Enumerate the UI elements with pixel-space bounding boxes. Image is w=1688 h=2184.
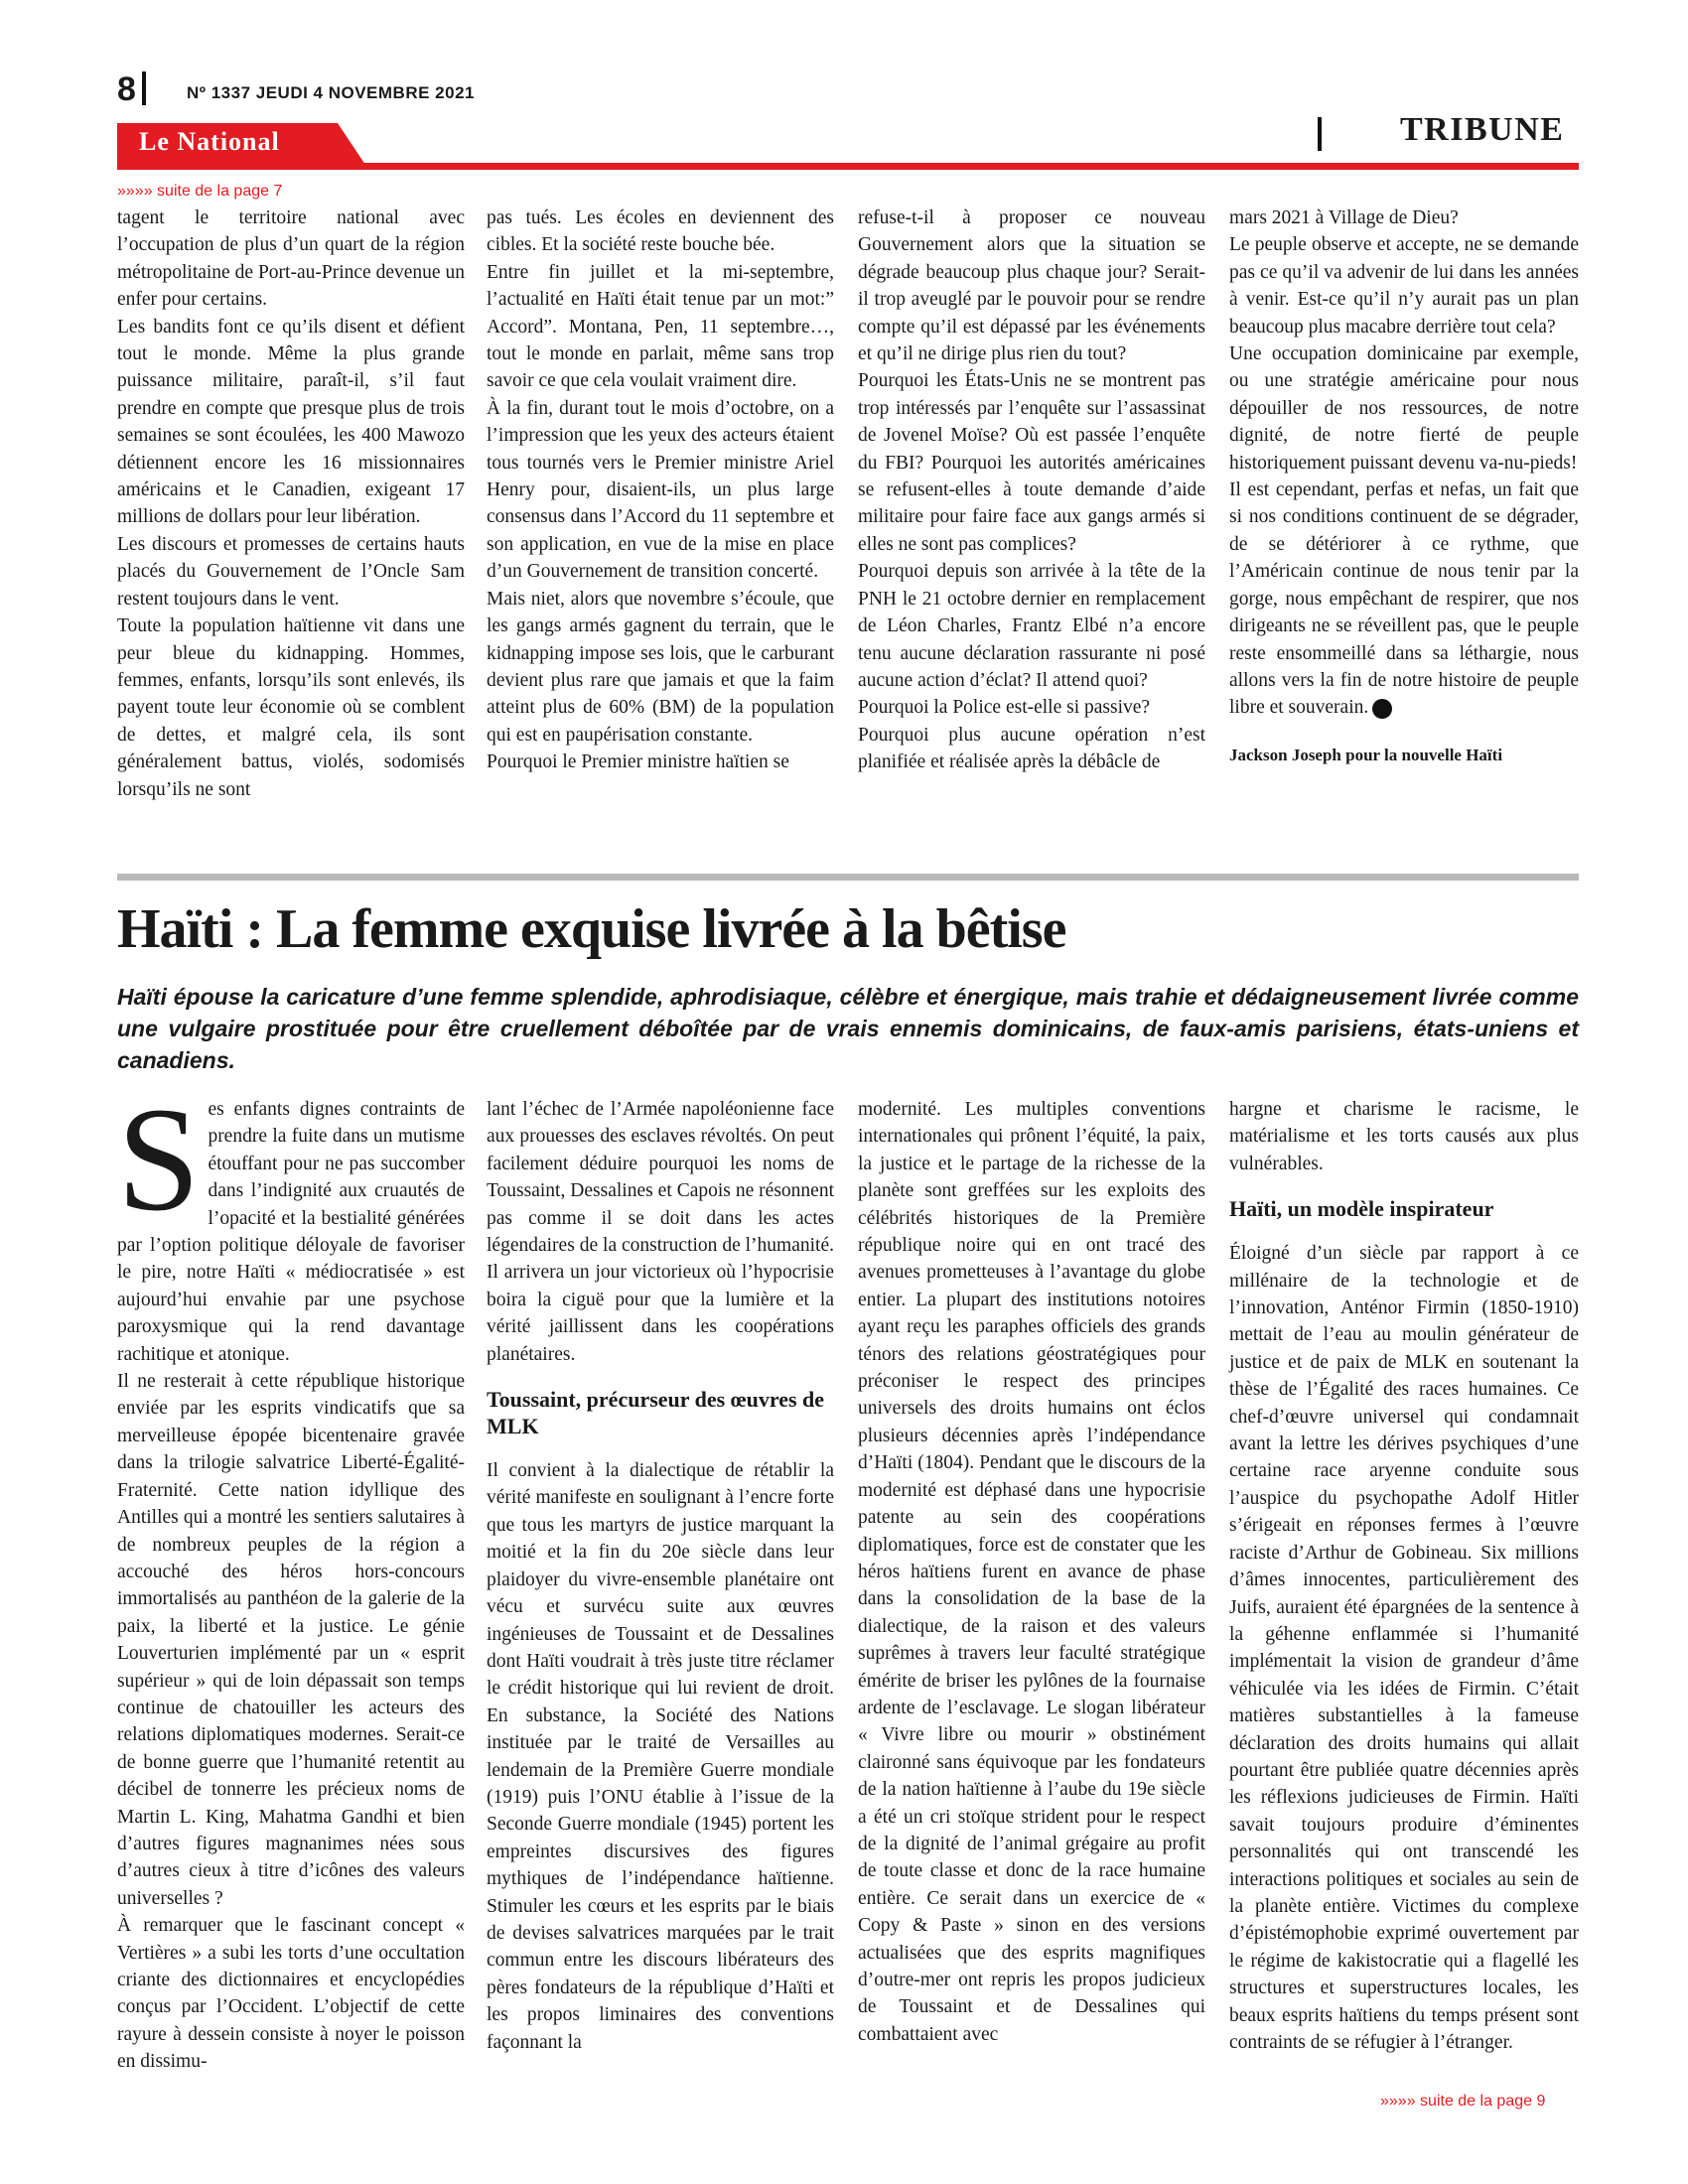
paragraph: mars 2021 à Village de Dieu?: [1229, 207, 1459, 228]
article-headline: Haïti : La femme exquise livrée à la bêtise: [117, 898, 1066, 960]
paragraph: Toute la population haïtienne vit dans une peur bleue du kidnapping. Hommes, femmes, enfants, lorsqu’ils sont enlevés, ils payent toute leur économie où se comblent de dettes, et malgré cela, ils sont généralement battus, violés, sodomisés lorsqu’ils ne sont: [117, 615, 465, 800]
continued-from-link[interactable]: »»»» suite de la page 7: [117, 183, 283, 200]
top-article-column-3: [858, 205, 1205, 776]
main-article-column-3: [858, 1096, 1205, 2048]
paragraph: Une occupation dominicaine par exemple, ou une stratégie américaine pour nous dépouiller de nos ressources, de notre dignité, de notre fierté de peuple historiquement puissant devenu va-nu-pieds!: [1229, 343, 1579, 474]
paragraph: Il convient à la dialectique de rétablir la vérité manifeste en soulignant à l’encre forte que tous les martyrs de justice marquant la moitié et la fin du 20e siècle dans leur plaidoyer du vivre-ensemble planétaire ont vécu et survécu suite aux œuvres ingénieuses de Toussaint et de Dessalines dont Haïti voudrait à très juste titre réclamer le crédit historique qui lui revient de droit. En substance, la Société des Nations instituée par le traité de Versailles au lendemain de la Première Guerre mondiale (1919) puis l’ONU établie à l’issue de la Seconde Guerre mondiale (1945) portent les empreintes discursives des figures mythiques de l’indépendance haïtienne. Stimuler les cœurs et les esprits par le biais de devises salvatrices marquées par le trait commun entre les discours libérateurs des pères fondateurs de la république d’Haïti et les propos liminaires des conventions façonnant la: [487, 1460, 834, 2053]
paragraph: Éloigné d’un siècle par rapport à ce millénaire de la technologie et de l’innovation, Anténor Firmin (1850-1910) mettait de l’eau au moulin générateur de justice et de paix de MLK en soutenant la thèse de l’Égalité des races humaines. Ce chef-d’œuvre universel qui condamnait avant la lettre les dérives psychiques d’une certaine race aryenne conduite sous l’auspice du psychopathe Adolf Hitler s’érigeait en réponses fermes à l’œuvre raciste d’Arthur de Gobineau. Six millions d’âmes innocentes, particulièrement des Juifs, auraient été épargnées de la sentence à la géhenne enflammée si l’humanité implémentait la vision de grandeur d’âme véhiculée via les idées de Firmin. C’était matières substantielles à la fameuse déclaration des droits humains qui allait pourtant être publiée quatre décennies après les réflexions judicieuses de Firmin. Haïti savait toujours produire d’éminentes personnalités qui ont transcendé les interactions politiques et sociales au sein de la planète entière. Victimes du complexe d’épistémophobie exprimé ouvertement par le régime de kakistocratie qui a flagellé les structures et superstructures locales, les beaux esprits haïtiens du temps présent sont contraints de se réfugier à l’étranger.: [1229, 1243, 1579, 2053]
paragraph: refuse-t-il à proposer ce nouveau Gouvernement alors que la situation se dégrade beaucoup plus chaque jour? Serait-il trop aveuglé par le pouvoir pour se rendre compte qu’il est dépassé par les événements et qu’il ne dirige plus rien du tout?: [858, 207, 1205, 365]
top-article-column-1: [117, 205, 465, 803]
paragraph: Mais niet, alors que novembre s’écoule, que les gangs armés gagnent du terrain, que le kidnapping impose ses lois, que le carburant devient plus rare que jamais et que la faim atteint plus de 60% (BM) de la population qui est en paupérisation constante.: [487, 588, 834, 746]
paragraph: Les discours et promesses de certains hauts placés du Gouvernement de l’Oncle Sam restent toujours dans le vent.: [117, 533, 465, 610]
paragraph: [1229, 477, 1579, 722]
header-red-rule: [117, 163, 1579, 170]
paragraph: Pourquoi les États-Unis ne se montrent pas trop intéressés par l’enquête sur l’assassinat de Jovenel Moïse? Où est passée l’enquête du FBI? Pourquoi les autorités américaines se refusent-elles à toute demande d’aide militaire pour faire face aux gangs armés si elles ne sont pas complices?: [858, 370, 1205, 555]
paragraph: À la fin, durant tout le mois d’octobre, on a l’impression que les yeux des acteurs étaient tous tournés vers le Premier ministre Ariel Henry pour, disaient-ils, un plus large consensus dans l’Accord du 11 septembre et son application, en vue de la mise en place d’un Gouvernement de transition concerté.: [487, 397, 834, 583]
paragraph: Il ne resterait à cette république historique enviée par les esprits vindicatifs que sa merveilleuse épopée bicentenaire gravée dans la trilogie salvatrice Liberté-Égalité-Fraternité. Cette nation idyllique des Antilles qui a montré les sentiers salutaires à de nombreux peuples de la région a accouché des héros hors-concours immortalisés au panthéon de la galerie de la paix, la liberté et la justice. Le génie Louverturien implémenté par un « esprit supérieur » qui de loin dépassait son temps continue de chatouiller les acteurs des relations diplomatiques modernes. Serait-ce de bonne guerre que l’humanité retentit au décibel de tonnerre les précieux noms de Martin L. King, Mahatma Gandhi et bien d’autres figures magnanimes nées sous d’autres cieux à titre d’icônes des valeurs universelles ?: [117, 1371, 465, 1909]
paper-name: Le National: [139, 127, 280, 156]
end-mark-icon: [1372, 699, 1392, 719]
article-subheading: Toussaint, précurseur des œuvres de MLK: [487, 1387, 825, 1439]
paragraph: lant l’échec de l’Armée napoléonienne face aux prouesses des esclaves révoltés. On peut facilement déduire pourquoi les noms de Toussaint, Dessalines et Capois ne résonnent pas comme il se doit dans les actes légendaires de la construction de l’humanité. Il arrivera un jour victorieux où l’hypocrisie boira la ciguë pour que la lumière et la vérité jaillissent dans les coopérations planétaires.: [487, 1099, 834, 1365]
main-article-column-4: [1229, 1096, 1579, 2056]
article-subheading: Haïti, un modèle inspirateur: [1229, 1196, 1494, 1222]
article-separator-rule: [117, 874, 1579, 881]
paragraph: modernité. Les multiples conventions internationales qui prônent l’équité, la paix, la justice et le partage de la richesse de la planète sont greffées sur les exploits des célébrités historiques de la Première république noire qui en ont tracé des avenues prometteuses à l’avantage du globe entier. La plupart des institutions notoires ayant reçu les paraphes officiels des grands ténors des relations géostratégiques pour préconiser le respect des principes universels des droits humains ont éclos plusieurs décennies après l’indépendance d’Haïti (1804). Pendant que le discours de la modernité est déphasé dans une hypocrisie patente au sein des coopérations diplomatiques, force est de constater que les héros haïtiens furent en avance de phase dans la consolidation de la base de la dialectique, de la raison et des valeurs suprêmes à travers leur faculté stratégique émérite de briser les pylônes de la fournaise ardente de l’esclavage. Le slogan libérateur « Vivre libre ou mourir » obstinément claironné sans équivoque par les fondateurs de la nation haïtienne à l’aube du 19e siècle a été un cri stoïque strident pour le respect de la dignité de l’animal grégaire au profit de toute classe et donc de la race humaine entière. Ce serait dans un exercice de « Copy & Paste » sinon en des versions actualisées que des esprits magnifiques d’outre-mer ont repris les propos judicieux de Toussaint et de Dessalines qui combattaient avec: [858, 1099, 1205, 2045]
paragraph: Pourquoi plus aucune opération n’est planifiée et réalisée après la débâcle de: [858, 724, 1205, 773]
page-number-divider: [142, 71, 146, 105]
section-title: TRIBUNE: [1400, 111, 1565, 148]
paragraph: Les bandits font ce qu’ils disent et défient tout le monde. Même la plus grande puissance militaire, paraît-il, s’il faut prendre en compte que presque plus de trois semaines se sont écoulées, les 400 Mawozo détiennent encore les 16 missionnaires américains et le Canadien, exigeant 17 millions de dollars pour leur libération.: [117, 316, 465, 528]
article-signature: Jackson Joseph pour la nouvelle Haïti: [1229, 745, 1503, 764]
paragraph: tagent le territoire national avec l’occupation de plus d’un quart de la région métropolitaine de Port-au-Prince devenue un enfer pour certains.: [117, 207, 465, 311]
paragraph: Pourquoi le Premier ministre haïtien se: [487, 751, 789, 773]
paragraph: pas tués. Les écoles en deviennent des cibles. Et la société reste bouche bée.: [487, 207, 834, 256]
continued-to-link[interactable]: »»»» suite de la page 9: [1380, 2093, 1546, 2110]
article-standfirst: Haïti épouse la caricature d’une femme splendide, aphrodisiaque, célèbre et énergique, mais trahie et dédaigneusement livrée comme une vulgaire prostituée pour être cruellement déboîtée par de vrais ennemis dominicains, de faux-amis parisiens, états-uniens et canadiens.: [117, 984, 1579, 1073]
top-article-column-2: [487, 205, 834, 776]
main-article-column-2: [487, 1096, 834, 2056]
paragraph: Le peuple observe et accepte, ne se demande pas ce qu’il va advenir de lui dans les années à venir. Est-ce qu’il n’y aurait pas un plan beaucoup plus macabre derrière tout cela?: [1229, 234, 1579, 338]
paragraph: Entre fin juillet et la mi-septembre, l’actualité en Haïti était tenue par un mot:” Accord”. Montana, Pen, 11 septembre…, tout le monde en parlait, même sans trop savoir ce que cela voulait vraiment dire.: [487, 261, 834, 392]
page-number: 8: [117, 70, 136, 108]
paragraph: Pourquoi depuis son arrivée à la tête de la PNH le 21 octobre dernier en remplacement de Léon Charles, Frantz Elbé n’a encore tenu aucune déclaration rassurante ni posé aucune action d’éclat? Il attend quoi?: [858, 561, 1205, 691]
top-article-column-4: [1229, 205, 1579, 768]
paragraph-text: es enfants dignes contraints de prendre la fuite dans un mutisme étouffant pour ne pas succomber dans l’indignité aux cruautés de l’opacité et la bestialité générées par l’option politique déloyale de favoriser le pire, notre Haïti « médiocratisée » est aujourd’hui envahie par une psychose paroxysmique qui la rend davantage rachitique et atonique.: [117, 1099, 465, 1365]
section-divider: [1318, 117, 1322, 151]
paragraph: [117, 1077, 465, 1368]
paragraph: Pourquoi la Police est-elle si passive?: [858, 697, 1151, 719]
main-article-column-1: [117, 1077, 465, 2076]
paragraph-text: Il est cependant, perfas et nefas, un fait que si nos conditions continuent de se dégrader, de se détériorer à ce rythme, que l’Américain continue de nous tenir par la gorge, nous empêchant de respirer, que nos dirigeants ne se réveillent pas, que le peuple reste ensommeillé dans sa léthargie, nous allons vers la fin de notre histoire de peuple libre et souverain.: [1229, 479, 1579, 719]
issue-date-line: Nº 1337 JEUDI 4 NOVEMBRE 2021: [187, 83, 475, 102]
drop-cap: S: [117, 1077, 201, 1242]
paragraph: hargne et charisme le racisme, le matérialisme et les torts causés aux plus vulnérables.: [1229, 1099, 1579, 1174]
paragraph: À remarquer que le fascinant concept « Vertières » a subi les torts d’une occultation criante des dictionnaires et encyclopédies conçus par l’Occident. L’objectif de cette rayure à dessein consiste à noyer le poisson en dissimu-: [117, 1915, 465, 2073]
